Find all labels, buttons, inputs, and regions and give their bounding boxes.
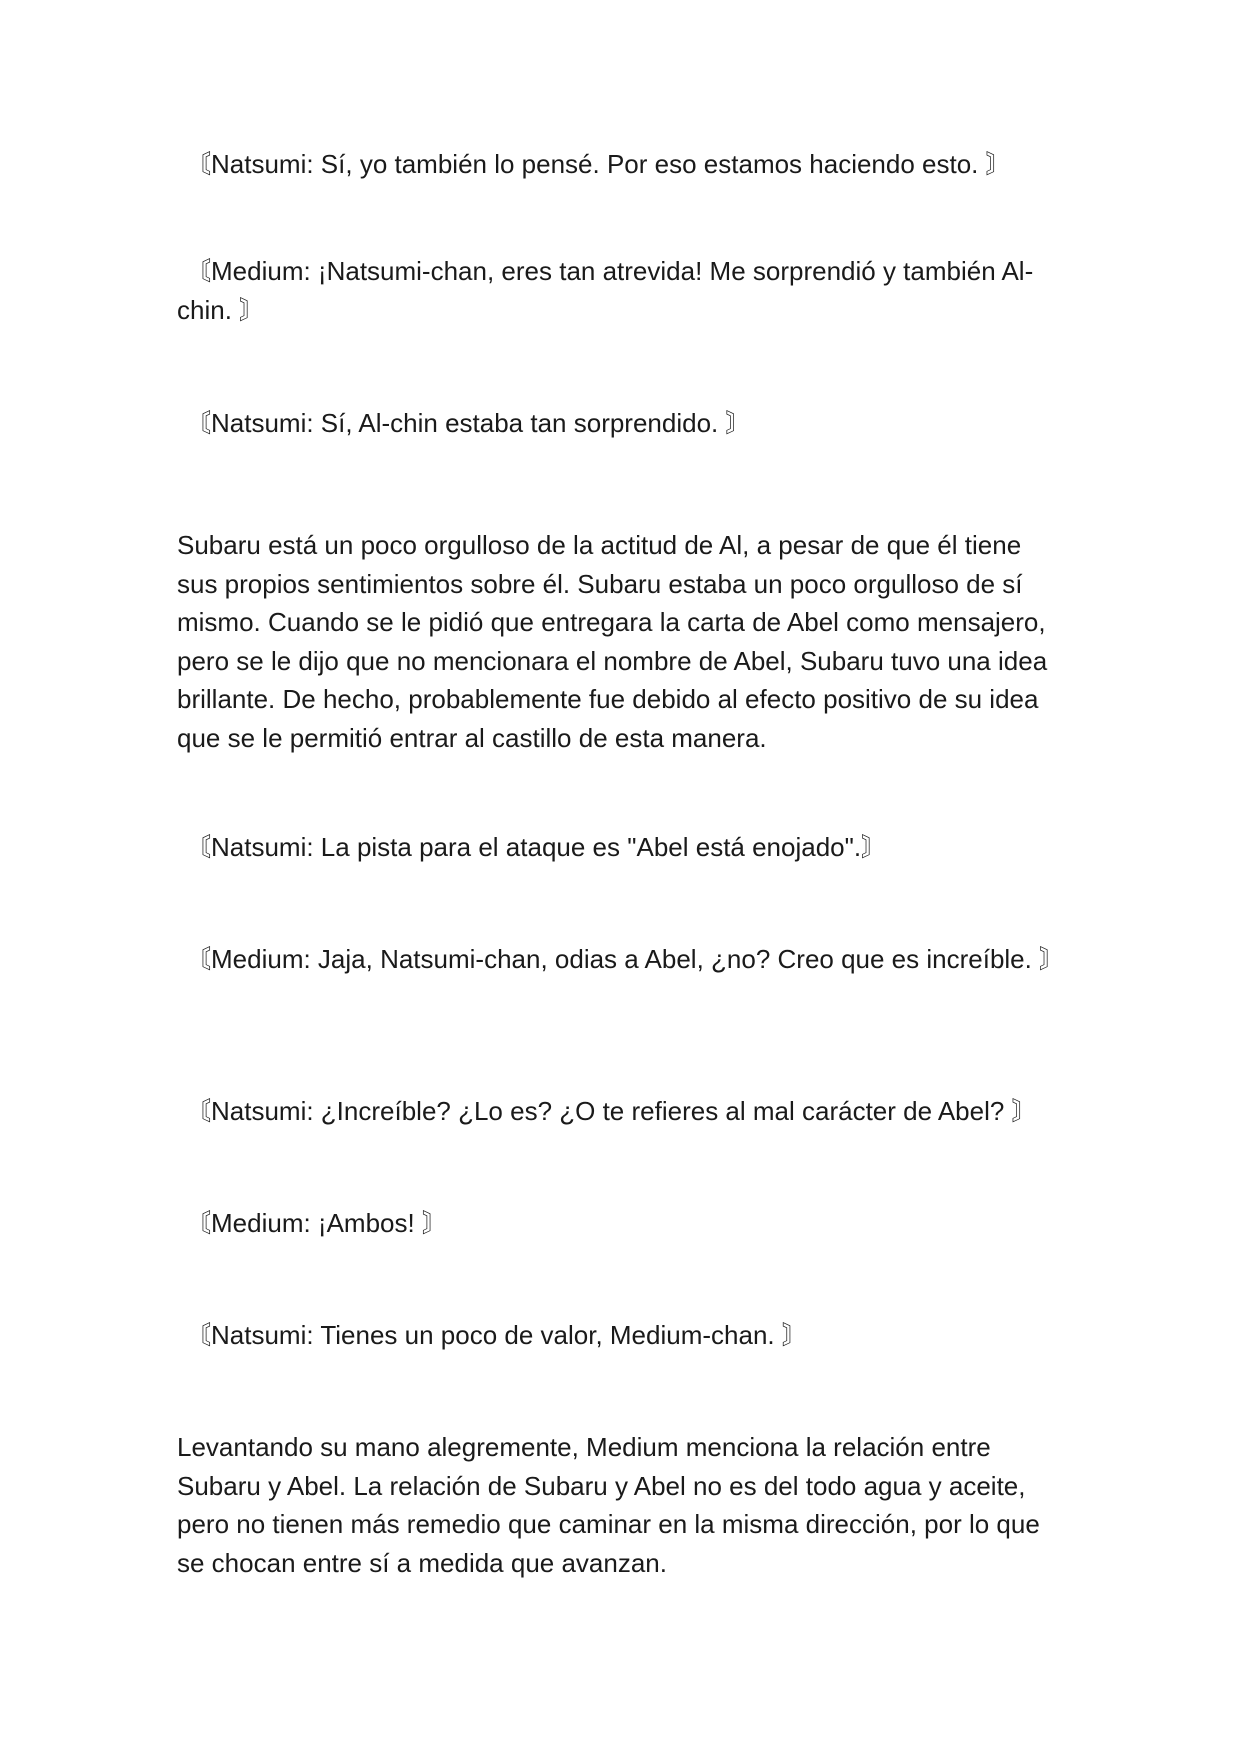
- dialogue-line-natsumi: 〘Natsumi: ¿Increíble? ¿Lo es? ¿O te refieres al mal carácter de Abel? 〙: [185, 1096, 1038, 1126]
- dialogue-line-natsumi: 〘Natsumi: La pista para el ataque es "Abel está enojado".〙: [185, 832, 888, 862]
- dialogue-line-medium: 〘Medium: Jaja, Natsumi-chan, odias a Abel, ¿no? Creo que es increíble. 〙: [185, 944, 1066, 974]
- narration-paragraph: Levantando su mano alegremente, Medium menciona la relación entre Subaru y Abel. La relación de Subaru y Abel no es del todo agua y aceite, pero no tienen más remedio que caminar en la misma dirección, por lo que se chocan entre sí a medida que avanzan.: [177, 1432, 1040, 1578]
- dialogue-line-medium: 〘Medium: ¡Ambos! 〙: [185, 1208, 448, 1238]
- narration-paragraph: Subaru está un poco orgulloso de la actitud de Al, a pesar de que él tiene sus propios sentimientos sobre él. Subaru estaba un poco orgulloso de sí mismo. Cuando se le pidió que entregara la carta de Abel como mensajero, pero se le dijo que no mencionara el nombre de Abel, Subaru tuvo una idea brillante. De hecho, probablemente fue debido al efecto positivo de su idea que se le permitió entrar al castillo de esta manera.: [177, 530, 1048, 753]
- dialogue-line-natsumi: 〘Natsumi: Tienes un poco de valor, Medium-chan. 〙: [185, 1320, 808, 1350]
- dialogue-line-natsumi: 〘Natsumi: Sí, Al-chin estaba tan sorprendido. 〙: [185, 408, 752, 438]
- dialogue-line-medium: 〘Medium: ¡Natsumi-chan, eres tan atrevida! Me sorprendió y también Al-chin. 〙: [177, 256, 1034, 325]
- dialogue-line-natsumi: 〘Natsumi: Sí, yo también lo pensé. Por eso estamos haciendo esto. 〙: [185, 149, 1012, 179]
